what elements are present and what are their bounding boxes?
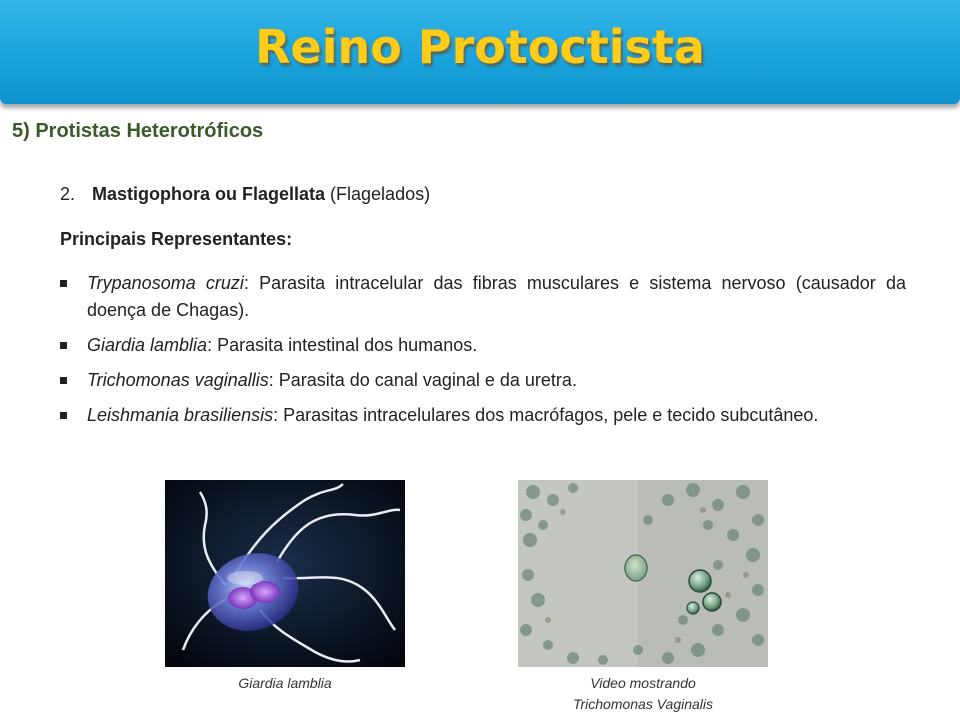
square-bullet-icon <box>60 342 67 349</box>
caption-video <box>518 673 768 715</box>
species-desc: : Parasita do canal vaginal e da uretra. <box>268 370 577 390</box>
species-desc: : Parasita intestinal dos humanos. <box>207 335 478 355</box>
section-heading: 5) Protistas Heterotróficos <box>12 120 264 142</box>
caption-giardia: Giardia lamblia <box>238 675 332 691</box>
bullet-item <box>60 270 906 324</box>
species-name: Trichomonas vaginallis <box>87 370 269 390</box>
square-bullet-icon <box>60 377 67 384</box>
subtitle-bold: Mastigophora ou Flagellata <box>92 184 326 204</box>
micrograph-illustration <box>518 480 768 667</box>
bullet-item <box>60 332 906 359</box>
title-banner <box>0 0 960 104</box>
bullet-item <box>60 402 906 429</box>
species-name: Leishmania brasiliensis <box>87 405 274 425</box>
bullet-item <box>60 367 906 394</box>
slide-title: Reino Protoctista <box>255 20 705 74</box>
species-desc: : Parasitas intracelulares dos macrófagos, pele e tecido subcutâneo. <box>273 405 819 425</box>
square-bullet-icon <box>60 412 67 419</box>
caption-video-line1: Video mostrando <box>590 675 696 691</box>
giardia-illustration <box>165 480 405 667</box>
square-bullet-icon <box>60 280 67 287</box>
species-name: Giardia lamblia <box>87 335 208 355</box>
giardia-image <box>165 480 405 667</box>
subtitle-rest: (Flagelados) <box>325 184 431 204</box>
species-desc: : Parasita intracelular das fibras musculares e sistema nervoso (causador da doença de Chagas). <box>87 273 907 320</box>
bullet-list <box>60 270 906 437</box>
subtitle <box>60 184 430 205</box>
representatives-label: Principais Representantes: <box>60 229 293 249</box>
trichomonas-video-thumbnail[interactable] <box>518 480 768 667</box>
caption-video-line2: Trichomonas Vaginalis <box>572 696 714 712</box>
subtitle-number: 2. <box>60 184 76 204</box>
species-name: Trypanosoma cruzi <box>87 273 244 293</box>
